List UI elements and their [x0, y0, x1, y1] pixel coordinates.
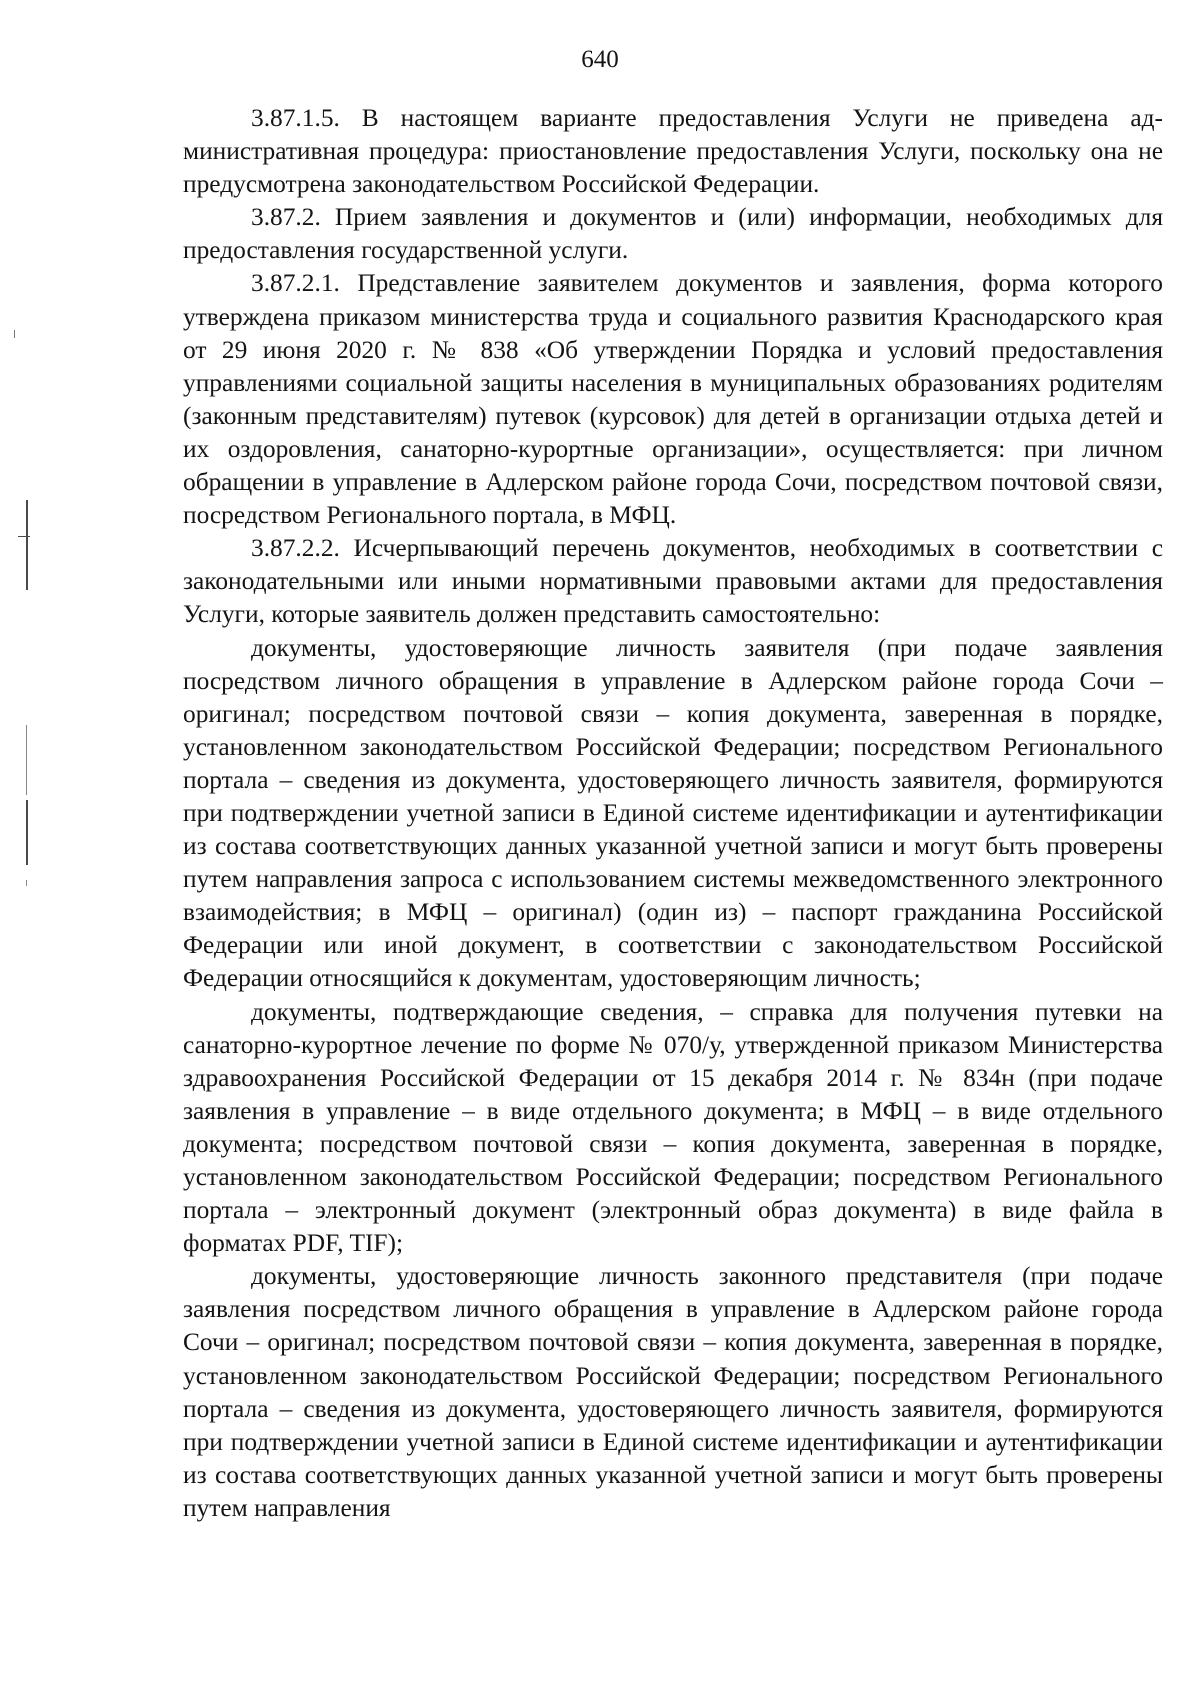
scan-artifact	[14, 330, 15, 338]
paragraph-applicant-id-documents: документы, удостоверяющие личность заявителя (при подаче заявления посредством личного обращения в управление в Адлерском районе города Сочи – оригинал; посредством почтовой связи – копия документа, заверенная в порядке, установленном законодательством Российской Федерации; посредством Регионального портала – сведения из документа, удостоверяющего личность заявителя, формируются при подтверждении учетной записи в Единой системе идентификации и аутентификации из состава соответствующих данных указанной учетной записи и могут быть проверены путем направления запроса с использованием системы межведомственного электронного взаимодействия; в МФЦ – оригинал) (один из) – паспорт гражданина Российской Федерации или иной документ, в соответствии с законодательством Российской Федерации относящийся к документам, удостоверяющим личность;	[183, 633, 1163, 993]
scan-artifact	[18, 536, 30, 537]
paragraph-representative-id-documents: документы, удостоверяющие личность законного представителя (при подаче заявления посредством личного обращения в управление в Адлерском районе города Сочи – оригинал; посредством почтовой связи – копия документа, заверенная в порядке, установленном законодательством Российской Федерации; посредством Регионального портала – сведения из документа, удостоверяющего личность заявителя, формируются при подтверждении учетной записи в Единой системе идентификации и аутентификации из состава соответствующих данных указанной учетной записи и могут быть проверены путем направления	[183, 1262, 1163, 1522]
document-body	[183, 102, 1163, 1525]
paragraph-3-87-2-2: 3.87.2.2. Исчерпывающий перечень документов, необходимых в соответствии с законодательными или иными нормативными правовыми актами для предоставления Услуги, которые заявитель должен представить самостоятельно:	[183, 534, 1163, 629]
paragraph-confirming-documents: документы, подтверждающие сведения, – справка для получения путевки на санаторно-курортное лечение по форме № 070/у, утвержденной приказом Министерства здравоохранения Российской Федерации от 15 декабря 2014 г. № 834н (при подаче заявления в управление – в виде отдельного документа; в МФЦ – в виде отдельного документа; посредством почтовой связи – копия документа, заверенная в порядке, установленном законодательством Российской Федерации; посредством Регионального портала – электронный документ (электронный образ документа) в виде файла в форматах PDF, TIF);	[183, 997, 1163, 1258]
scan-artifact	[26, 880, 27, 886]
page-number: 640	[581, 46, 619, 73]
scan-artifact	[26, 725, 27, 795]
paragraph-3-87-2-1: 3.87.2.1. Представление заявителем документов и заявления, форма которого утверждена приказом министерства труда и социального развития Краснодарского края от 29 июня 2020 г. № 838 «Об утверждении Порядка и условий предоставления управлениями социальной защиты населения в муниципальных образованиях родителям (законным представителям) путевок (курсовок) для детей в организации отдыха детей и их оздоровления, санаторно-курортные организации», осуществляется: при личном обращении в управление в Адлерском районе города Сочи, посредством почтовой связи, посредством Регионального портала, в МФЦ.	[183, 269, 1163, 530]
paragraph-3-87-1-5: 3.87.1.5. В настоящем варианте предоставления Услуги не приведена административная процедура: приостановление предоставления Услуги, поскольку она не предусмотрена законодательством Российской Федерации.	[183, 104, 1163, 199]
scan-artifact	[26, 800, 28, 865]
scan-artifact	[26, 500, 28, 590]
paragraph-3-87-2: 3.87.2. Прием заявления и документов и (или) информации, необходимых для предоставления государственной услуги.	[183, 203, 1163, 265]
